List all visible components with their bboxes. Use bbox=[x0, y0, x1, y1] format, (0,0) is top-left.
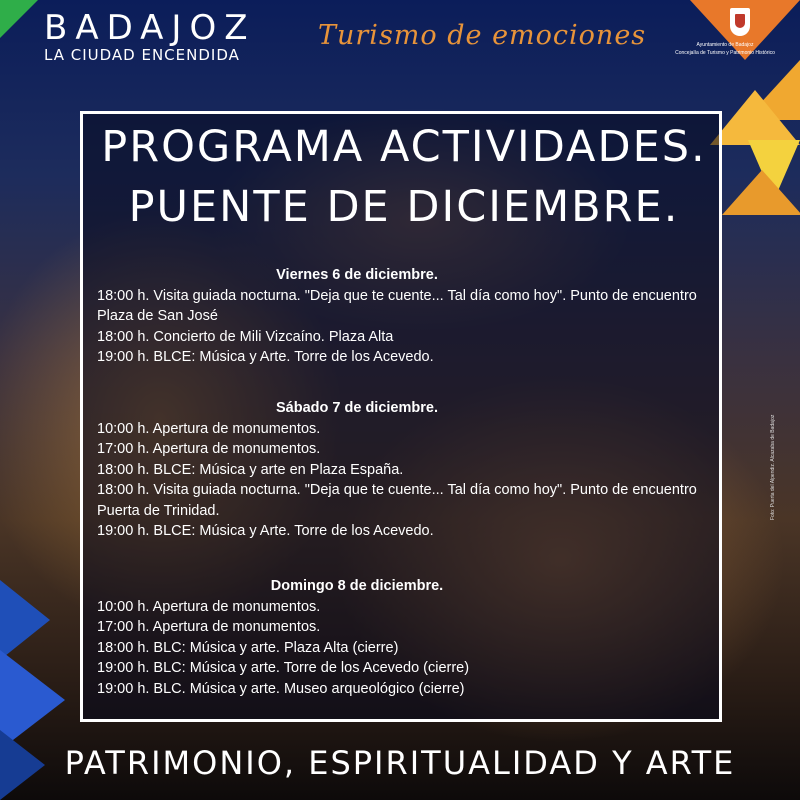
crest-caption-line1: Ayuntamiento de Badajoz bbox=[696, 42, 754, 48]
event-item: 19:00 h. BLCE: Música y Arte. Torre de los Acevedo. bbox=[97, 523, 434, 539]
event-item: 19:00 h. BLC. Música y arte. Museo arqueológico (cierre) bbox=[97, 680, 465, 697]
day-block-saturday bbox=[97, 398, 717, 542]
brand-subtitle: LA CIUDAD ENCENDIDA bbox=[44, 46, 240, 64]
event-item: 10:00 h. Apertura de monumentos. bbox=[97, 420, 321, 437]
event-item: 18:00 h. Visita guiada nocturna. "Deja que te cuente... Tal día como hoy". Punto de encuentro Puerta de Trinidad. bbox=[97, 482, 697, 519]
decor-triangle-left-1 bbox=[0, 580, 50, 660]
event-item: 18:00 h. Concierto de Mili Vizcaíno. Plaza Alta bbox=[97, 328, 394, 345]
event-item: 19:00 h. BLCE: Música y Arte. Torre de los Acevedo. bbox=[97, 349, 434, 365]
day-heading: Viernes 6 de diciembre. bbox=[276, 267, 438, 283]
crest-caption-line2: Concejalía de Turismo y Patrimonio Histórico bbox=[675, 50, 775, 56]
event-item: 17:00 h. Apertura de monumentos. bbox=[97, 619, 321, 635]
city-crest-icon bbox=[730, 8, 750, 36]
event-item: 18:00 h. BLCE: Música y arte en Plaza España. bbox=[97, 461, 404, 478]
day-heading: Sábado 7 de diciembre. bbox=[276, 400, 438, 416]
decor-triangle-top-left bbox=[0, 0, 38, 38]
program-title-line2: PUENTE DE DICIEMBRE. bbox=[128, 182, 680, 232]
event-item: 10:00 h. Apertura de monumentos. bbox=[97, 598, 321, 615]
event-item: 18:00 h. Visita guiada nocturna. "Deja que te cuente... Tal día como hoy". Punto de encuentro Plaza de San José bbox=[97, 287, 697, 324]
brand-title: BADAJOZ bbox=[44, 8, 256, 48]
decor-triangle-right-3 bbox=[722, 170, 800, 215]
photo-credit: Foto: Puerta del Alpendiz. Alcazaba de Badajoz bbox=[770, 414, 776, 520]
footer-tagline: PATRIMONIO, ESPIRITUALIDAD Y ARTE bbox=[64, 744, 736, 782]
event-item: 17:00 h. Apertura de monumentos. bbox=[97, 441, 321, 457]
day-block-friday bbox=[97, 265, 717, 368]
day-block-sunday bbox=[97, 576, 717, 699]
slogan: Turismo de emociones bbox=[318, 20, 647, 51]
day-heading: Domingo 8 de diciembre. bbox=[270, 578, 444, 594]
program-title-line1: PROGRAMA ACTIVIDADES. bbox=[101, 122, 707, 172]
event-item: 18:00 h. BLC: Música y arte. Plaza Alta (cierre) bbox=[97, 639, 399, 656]
event-item: 19:00 h. BLC: Música y arte. Torre de los Acevedo (cierre) bbox=[97, 660, 470, 676]
